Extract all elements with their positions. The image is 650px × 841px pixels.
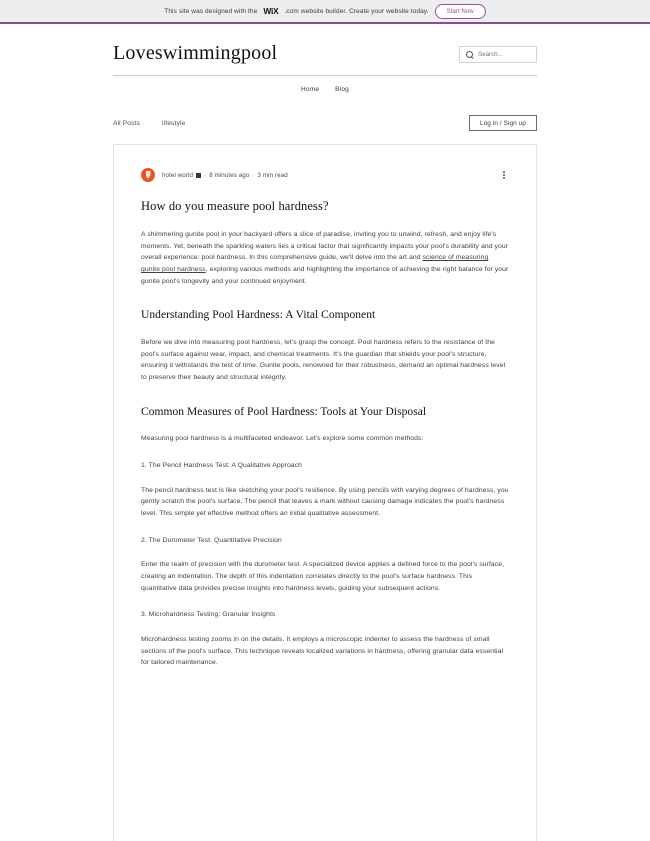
- search-box[interactable]: [459, 46, 537, 63]
- search-input[interactable]: [478, 51, 530, 58]
- nav-item-home[interactable]: Home: [301, 86, 320, 93]
- method-body-durometer-test: Enter the realm of precision with the durometer test. A specialized device applies a defined force to the pool's surface, creating an indentation. The depth of this indentation correlates directly to the pool's surface hardness. This quantitative data provides precise insights into hardness levels, guiding your subsequent actions.: [141, 561, 505, 592]
- intro-text-part1: A shimmering gunite pool in your backyard offers a slice of paradise, inviting you to unwind, refresh, and enjoy life's moments. Yet, beneath the sparkling waters lies a critical factor that significantly impacts your pool's durability and your overall experience: pool hardness. In this comprehensive guide, we'll delve into the art and: [141, 231, 509, 262]
- verified-badge-icon: [196, 173, 201, 178]
- byline-text: [162, 172, 288, 179]
- article-intro-paragraph: [141, 229, 509, 287]
- method-heading-microhardness: 3. Microhardness Testing: Granular Insights: [141, 611, 276, 619]
- byline-separator-1: ·: [204, 171, 207, 179]
- filter-tab-all-posts[interactable]: All Posts: [113, 119, 141, 127]
- nav-item-blog[interactable]: Blog: [335, 86, 349, 93]
- author-name[interactable]: hotel world: [162, 171, 194, 179]
- post-time-ago: 8 minutes ago: [209, 171, 250, 179]
- main-navigation: [0, 76, 650, 93]
- method-body-pencil-test: The pencil hardness test is like sketching your pool's resilience. By using pencils with varying degrees of hardness, you gently scratch the pool's surface. The pencil that leaves a mark without causing damage indicates the pool's hardness level. This simple yet effective method offers an initial qualitative assessment.: [141, 486, 509, 517]
- filter-tabs: [113, 120, 185, 127]
- method-heading-durometer-test: 2. The Durometer Test: Quantitative Precision: [141, 536, 282, 544]
- search-icon: [466, 51, 473, 58]
- method-body-microhardness: Microhardness testing zooms in on the details. It employs a microscopic indenter to assess the hardness of small sections of the pool's surface. This technique reveals localized variations in hardness, offering granular data essential for tailored maintenance.: [141, 636, 504, 667]
- method-heading-pencil-test: 1. The Pencil Hardness Test: A Qualitative Approach: [141, 461, 303, 469]
- section-heading-common-measures: Common Measures of Pool Hardness: Tools at Your Disposal: [141, 405, 427, 418]
- inline-link-science-of-measuring[interactable]: science of measuring gunite pool hardness: [141, 254, 489, 274]
- site-title: Loveswimmingpool: [113, 42, 278, 64]
- article-title: How do you measure pool hardness?: [141, 199, 329, 213]
- more-options-icon[interactable]: [499, 169, 509, 181]
- header-row: [0, 42, 650, 64]
- filter-tab-lifestyle[interactable]: lifestyle: [162, 119, 186, 127]
- wix-promo-banner: [0, 0, 650, 24]
- filter-bar: [0, 93, 650, 131]
- section-body-understanding: Before we dive into measuring pool hardness, let's grasp the concept. Pool hardness refers to the resistance of the pool's surface against wear, impact, and chemical treatments. It's the guardian that shields your pool's structure, ensuring it withstands the test of time. Gunite pools, renowned for their robustness, demand an optimal hardness level to preserve their beauty and structural integrity.: [141, 338, 506, 382]
- section-heading-understanding: Understanding Pool Hardness: A Vital Component: [141, 309, 376, 322]
- byline-left: [141, 168, 288, 182]
- banner-text-after: .com website builder. Create your website today.: [284, 7, 429, 15]
- login-signup-button[interactable]: Log in / Sign up: [469, 115, 537, 131]
- avatar[interactable]: [141, 168, 155, 182]
- banner-text-before: This site was designed with the: [164, 7, 258, 15]
- byline-separator-2: ·: [252, 171, 255, 179]
- intro-text-part2: , exploring various methods and highlighting the importance of achieving the right balance for your gunite pool's longevity and your continued enjoyment.: [141, 266, 509, 285]
- post-read-time: 3 min read: [257, 171, 288, 179]
- site-header: [0, 24, 650, 76]
- section-intro-common-measures: Measuring pool hardness is a multifaceted endeavor. Let's explore some common methods:: [141, 435, 424, 443]
- start-now-button[interactable]: Start Now: [435, 4, 486, 19]
- wix-logo: WiX: [263, 6, 279, 16]
- article-card: [113, 144, 537, 841]
- byline-row: [141, 168, 509, 182]
